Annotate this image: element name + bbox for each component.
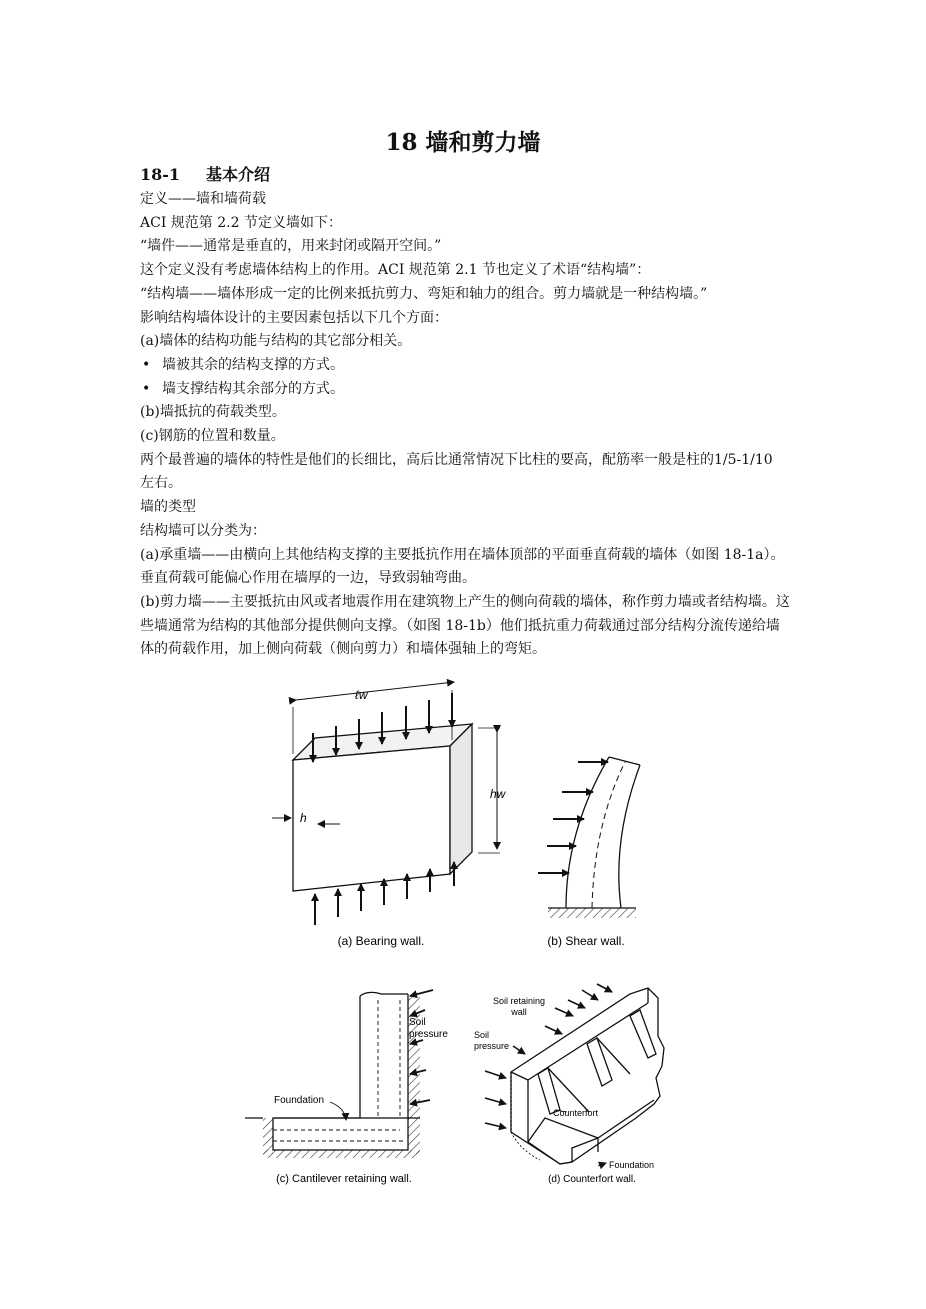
paragraph: 影响结构墙体设计的主要因素包括以下几个方面： <box>140 309 448 326</box>
section-title: 基本介绍 <box>206 165 271 184</box>
paragraph: (b)墙抵抗的荷载类型。 <box>140 404 286 421</box>
pressure-label: pressure <box>409 1029 448 1040</box>
paragraph: 定义——墙和墙荷载 <box>140 191 266 207</box>
paragraph: 墙的类型 <box>140 499 196 516</box>
section-number: 18-1 <box>140 165 181 184</box>
soil-retaining-label: Soil retaining <box>492 996 546 1006</box>
paragraph: 两个最普遍的墙体的特性是他们的长细比，高后比通常情况下比柱的要高，配筋率一般是柱的1/5-1/10 左右。 <box>140 451 773 492</box>
paragraph: (b)剪力墙——主要抵抗由风或者地震作用在建筑物上产生的侧向荷载的墙体，称作剪力墙或者结构墙。这些墙通常为结构的其他部分提供侧向支撑。（如图 18-1b）他们抵抗重力荷载通过部分结构分流传递给墙体的荷载作用，加上侧向荷载（侧向剪力）和墙体强轴上的弯矩。 <box>140 593 790 658</box>
paragraph: “墙件——通常是垂直的，用来封闭或隔开空间。” <box>140 238 442 255</box>
paragraph: (a)墙体的结构功能与结构的其它部分相关。 <box>140 333 412 350</box>
bullet-item: • 墙支撑结构其余部分的方式。 <box>140 378 790 402</box>
wall-label: wall <box>511 1007 527 1017</box>
caption-a: (a) Bearing wall. <box>337 934 425 948</box>
caption-d: (d) Counterfort wall. <box>548 1174 636 1185</box>
foundation-label-d: Foundation <box>609 1160 655 1170</box>
soil-label: Soil <box>409 1017 426 1028</box>
lw-label: ℓw <box>355 688 368 702</box>
soil-label-d: Soil <box>474 1030 490 1040</box>
paragraph: (c)钢筋的位置和数量。 <box>140 428 285 445</box>
cantilever-wall-diagram <box>245 990 433 1158</box>
bearing-wall-diagram <box>272 682 500 925</box>
hw-label: hw <box>490 787 506 801</box>
pressure-label-d: pressure <box>474 1041 510 1051</box>
counterfort-label: Counterfort <box>553 1108 599 1118</box>
caption-c: (c) Cantilever retaining wall. <box>276 1173 412 1185</box>
foundation-label-c: Foundation <box>274 1095 325 1106</box>
caption-b: (b) Shear wall. <box>547 934 625 948</box>
paragraph: 结构墙可以分类为： <box>140 522 266 539</box>
h-label: h <box>300 811 307 825</box>
paragraph: “结构墙——墙体形成一定的比例来抵抗剪力、弯矩和轴力的组合。剪力墙就是一种结构墙。” <box>140 285 708 302</box>
page-title: 18 墙和剪力墙 <box>385 129 541 156</box>
paragraph: ACI 规范第 2.2 节定义墙如下： <box>140 214 342 231</box>
shear-wall-diagram <box>538 757 640 918</box>
bullet-item: • 墙被其余的结构支撑的方式。 <box>140 354 790 378</box>
paragraph: (a)承重墙——由横向上其他结构支撑的主要抵抗作用在墙体顶部的平面垂直荷载的墙体（如图 18-1a）。垂直荷载可能偏心作用在墙厚的一边，导致弱轴弯曲。 <box>140 546 785 587</box>
paragraph: 这个定义没有考虑墙体结构上的作用。ACI 规范第 2.1 节也定义了术语“结构墙”： <box>140 262 651 279</box>
